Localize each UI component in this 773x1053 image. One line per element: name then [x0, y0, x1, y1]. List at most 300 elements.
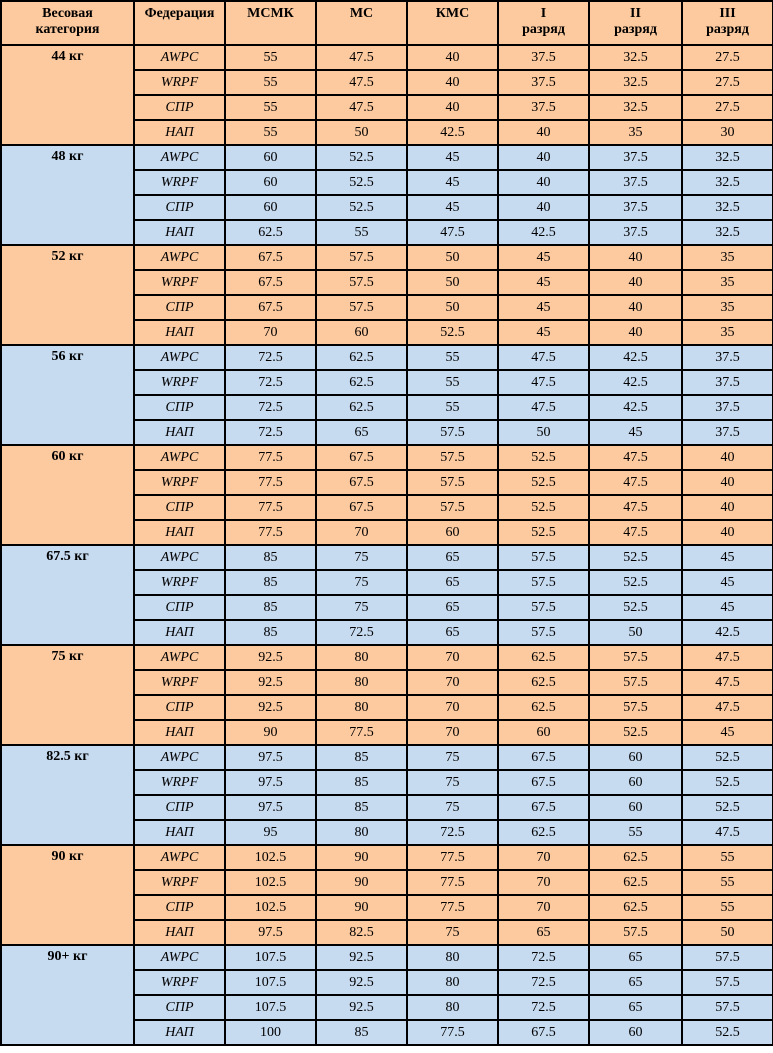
value-cell: 77.5	[407, 1020, 498, 1045]
value-cell: 80	[316, 645, 407, 670]
value-cell: 47.5	[682, 645, 773, 670]
value-cell: 65	[589, 970, 682, 995]
value-cell: 60	[589, 745, 682, 770]
value-cell: 55	[225, 95, 316, 120]
value-cell: 85	[225, 620, 316, 645]
value-cell: 67.5	[316, 445, 407, 470]
value-cell: 102.5	[225, 845, 316, 870]
value-cell: 30	[682, 120, 773, 145]
value-cell: 52.5	[316, 195, 407, 220]
value-cell: 40	[407, 95, 498, 120]
value-cell: 42.5	[407, 120, 498, 145]
value-cell: 57.5	[589, 645, 682, 670]
value-cell: 55	[682, 895, 773, 920]
table-row	[1, 645, 773, 670]
value-cell: 75	[316, 595, 407, 620]
value-cell: 72.5	[498, 995, 589, 1020]
value-cell: 67.5	[498, 795, 589, 820]
weight-category-cell: 90 кг	[1, 845, 134, 945]
value-cell: 57.5	[407, 420, 498, 445]
value-cell: 42.5	[498, 220, 589, 245]
value-cell: 85	[316, 770, 407, 795]
header-ms: МС	[316, 1, 407, 45]
table-row	[1, 145, 773, 170]
value-cell: 40	[589, 295, 682, 320]
value-cell: 52.5	[682, 795, 773, 820]
value-cell: 67.5	[225, 295, 316, 320]
value-cell: 47.5	[682, 820, 773, 845]
value-cell: 72.5	[407, 820, 498, 845]
federation-cell: WRPF	[134, 670, 225, 695]
federation-cell: WRPF	[134, 470, 225, 495]
value-cell: 40	[589, 270, 682, 295]
value-cell: 35	[682, 320, 773, 345]
value-cell: 80	[316, 695, 407, 720]
federation-cell: СПР	[134, 195, 225, 220]
table-row	[1, 945, 773, 970]
value-cell: 55	[682, 870, 773, 895]
value-cell: 52.5	[682, 745, 773, 770]
header-rank-2: II разряд	[589, 1, 682, 45]
weight-category-cell: 90+ кг	[1, 945, 134, 1045]
value-cell: 37.5	[682, 345, 773, 370]
value-cell: 52.5	[498, 445, 589, 470]
value-cell: 95	[225, 820, 316, 845]
value-cell: 37.5	[498, 45, 589, 70]
value-cell: 70	[498, 845, 589, 870]
value-cell: 72.5	[225, 345, 316, 370]
value-cell: 42.5	[589, 345, 682, 370]
value-cell: 57.5	[316, 270, 407, 295]
value-cell: 62.5	[498, 695, 589, 720]
header-rank-3: III разряд	[682, 1, 773, 45]
table-row	[1, 345, 773, 370]
value-cell: 37.5	[682, 420, 773, 445]
federation-cell: WRPF	[134, 170, 225, 195]
value-cell: 40	[498, 120, 589, 145]
value-cell: 50	[407, 270, 498, 295]
value-cell: 40	[682, 445, 773, 470]
weight-category-cell: 52 кг	[1, 245, 134, 345]
value-cell: 40	[407, 70, 498, 95]
value-cell: 60	[589, 770, 682, 795]
federation-cell: AWPC	[134, 845, 225, 870]
value-cell: 67.5	[316, 470, 407, 495]
value-cell: 47.5	[589, 470, 682, 495]
value-cell: 60	[225, 145, 316, 170]
federation-cell: СПР	[134, 295, 225, 320]
value-cell: 40	[589, 320, 682, 345]
value-cell: 65	[498, 920, 589, 945]
value-cell: 57.5	[498, 620, 589, 645]
value-cell: 40	[682, 470, 773, 495]
value-cell: 92.5	[316, 995, 407, 1020]
value-cell: 52.5	[682, 1020, 773, 1045]
federation-cell: WRPF	[134, 870, 225, 895]
value-cell: 72.5	[498, 970, 589, 995]
value-cell: 57.5	[589, 670, 682, 695]
value-cell: 52.5	[589, 595, 682, 620]
value-cell: 55	[407, 345, 498, 370]
value-cell: 85	[225, 545, 316, 570]
value-cell: 45	[407, 145, 498, 170]
federation-cell: СПР	[134, 495, 225, 520]
value-cell: 72.5	[225, 420, 316, 445]
value-cell: 85	[225, 595, 316, 620]
value-cell: 32.5	[682, 145, 773, 170]
value-cell: 70	[316, 520, 407, 545]
value-cell: 52.5	[407, 320, 498, 345]
value-cell: 52.5	[498, 495, 589, 520]
value-cell: 55	[589, 820, 682, 845]
value-cell: 62.5	[316, 395, 407, 420]
value-cell: 32.5	[589, 45, 682, 70]
federation-cell: НАП	[134, 1020, 225, 1045]
value-cell: 60	[225, 170, 316, 195]
value-cell: 40	[498, 195, 589, 220]
value-cell: 62.5	[316, 345, 407, 370]
value-cell: 70	[225, 320, 316, 345]
federation-cell: СПР	[134, 695, 225, 720]
value-cell: 77.5	[225, 520, 316, 545]
value-cell: 45	[589, 420, 682, 445]
value-cell: 75	[316, 570, 407, 595]
federation-cell: СПР	[134, 95, 225, 120]
value-cell: 90	[225, 720, 316, 745]
value-cell: 55	[225, 120, 316, 145]
value-cell: 70	[407, 695, 498, 720]
value-cell: 92.5	[225, 695, 316, 720]
value-cell: 37.5	[682, 370, 773, 395]
weight-category-cell: 82.5 кг	[1, 745, 134, 845]
value-cell: 47.5	[589, 520, 682, 545]
value-cell: 52.5	[498, 520, 589, 545]
value-cell: 65	[407, 570, 498, 595]
federation-cell: AWPC	[134, 45, 225, 70]
value-cell: 92.5	[316, 970, 407, 995]
value-cell: 57.5	[316, 245, 407, 270]
weight-category-cell: 60 кг	[1, 445, 134, 545]
federation-cell: НАП	[134, 720, 225, 745]
value-cell: 47.5	[498, 395, 589, 420]
value-cell: 57.5	[407, 495, 498, 520]
value-cell: 57.5	[498, 570, 589, 595]
value-cell: 75	[407, 920, 498, 945]
value-cell: 27.5	[682, 70, 773, 95]
value-cell: 47.5	[682, 670, 773, 695]
value-cell: 80	[407, 995, 498, 1020]
value-cell: 37.5	[589, 220, 682, 245]
value-cell: 62.5	[498, 670, 589, 695]
value-cell: 80	[316, 820, 407, 845]
value-cell: 45	[498, 245, 589, 270]
value-cell: 50	[498, 420, 589, 445]
value-cell: 77.5	[225, 470, 316, 495]
value-cell: 85	[225, 570, 316, 595]
federation-cell: НАП	[134, 920, 225, 945]
value-cell: 47.5	[589, 495, 682, 520]
federation-cell: WRPF	[134, 70, 225, 95]
header-federation: Федерация	[134, 1, 225, 45]
weight-category-cell: 44 кг	[1, 45, 134, 145]
federation-cell: НАП	[134, 320, 225, 345]
value-cell: 47.5	[316, 95, 407, 120]
value-cell: 70	[498, 870, 589, 895]
value-cell: 107.5	[225, 945, 316, 970]
weight-category-cell: 56 кг	[1, 345, 134, 445]
value-cell: 47.5	[498, 345, 589, 370]
value-cell: 45	[682, 545, 773, 570]
value-cell: 27.5	[682, 95, 773, 120]
value-cell: 37.5	[498, 70, 589, 95]
value-cell: 37.5	[589, 195, 682, 220]
federation-cell: AWPC	[134, 145, 225, 170]
value-cell: 57.5	[407, 470, 498, 495]
value-cell: 35	[589, 120, 682, 145]
value-cell: 35	[682, 245, 773, 270]
table-row	[1, 245, 773, 270]
value-cell: 70	[407, 720, 498, 745]
weight-category-cell: 67.5 кг	[1, 545, 134, 645]
federation-cell: AWPC	[134, 345, 225, 370]
federation-cell: СПР	[134, 595, 225, 620]
value-cell: 97.5	[225, 920, 316, 945]
value-cell: 45	[407, 170, 498, 195]
value-cell: 85	[316, 745, 407, 770]
federation-cell: СПР	[134, 395, 225, 420]
value-cell: 55	[407, 395, 498, 420]
value-cell: 55	[225, 70, 316, 95]
value-cell: 80	[407, 945, 498, 970]
value-cell: 90	[316, 895, 407, 920]
value-cell: 52.5	[316, 145, 407, 170]
value-cell: 57.5	[498, 545, 589, 570]
value-cell: 77.5	[316, 720, 407, 745]
value-cell: 52.5	[589, 570, 682, 595]
value-cell: 45	[682, 720, 773, 745]
value-cell: 62.5	[498, 645, 589, 670]
federation-cell: AWPC	[134, 745, 225, 770]
value-cell: 70	[407, 645, 498, 670]
value-cell: 40	[682, 520, 773, 545]
value-cell: 67.5	[498, 1020, 589, 1045]
value-cell: 50	[407, 245, 498, 270]
value-cell: 47.5	[316, 45, 407, 70]
weight-category-cell: 75 кг	[1, 645, 134, 745]
value-cell: 52.5	[589, 720, 682, 745]
value-cell: 77.5	[225, 445, 316, 470]
value-cell: 77.5	[225, 495, 316, 520]
value-cell: 32.5	[682, 170, 773, 195]
value-cell: 40	[407, 45, 498, 70]
value-cell: 62.5	[316, 370, 407, 395]
value-cell: 55	[225, 45, 316, 70]
value-cell: 52.5	[498, 470, 589, 495]
value-cell: 90	[316, 870, 407, 895]
value-cell: 80	[407, 970, 498, 995]
federation-cell: НАП	[134, 520, 225, 545]
header-rank-1: I разряд	[498, 1, 589, 45]
table-row	[1, 45, 773, 70]
value-cell: 57.5	[682, 995, 773, 1020]
value-cell: 75	[316, 545, 407, 570]
value-cell: 32.5	[682, 220, 773, 245]
value-cell: 32.5	[589, 95, 682, 120]
value-cell: 37.5	[589, 170, 682, 195]
value-cell: 47.5	[589, 445, 682, 470]
value-cell: 50	[407, 295, 498, 320]
value-cell: 52.5	[682, 770, 773, 795]
value-cell: 77.5	[407, 845, 498, 870]
federation-cell: WRPF	[134, 370, 225, 395]
value-cell: 60	[316, 320, 407, 345]
value-cell: 50	[682, 920, 773, 945]
table-row	[1, 445, 773, 470]
value-cell: 37.5	[498, 95, 589, 120]
value-cell: 42.5	[682, 620, 773, 645]
value-cell: 60	[498, 720, 589, 745]
value-cell: 60	[589, 795, 682, 820]
value-cell: 67.5	[316, 495, 407, 520]
federation-cell: WRPF	[134, 970, 225, 995]
value-cell: 97.5	[225, 795, 316, 820]
value-cell: 45	[498, 270, 589, 295]
value-cell: 62.5	[225, 220, 316, 245]
federation-cell: WRPF	[134, 570, 225, 595]
value-cell: 72.5	[225, 370, 316, 395]
value-cell: 65	[407, 620, 498, 645]
value-cell: 57.5	[316, 295, 407, 320]
value-cell: 35	[682, 270, 773, 295]
federation-cell: AWPC	[134, 445, 225, 470]
value-cell: 102.5	[225, 895, 316, 920]
value-cell: 45	[682, 570, 773, 595]
value-cell: 77.5	[407, 870, 498, 895]
value-cell: 52.5	[589, 545, 682, 570]
value-cell: 32.5	[682, 195, 773, 220]
value-cell: 47.5	[407, 220, 498, 245]
value-cell: 50	[589, 620, 682, 645]
value-cell: 45	[498, 320, 589, 345]
value-cell: 55	[407, 370, 498, 395]
value-cell: 37.5	[589, 145, 682, 170]
value-cell: 102.5	[225, 870, 316, 895]
value-cell: 62.5	[498, 820, 589, 845]
value-cell: 47.5	[498, 370, 589, 395]
value-cell: 55	[316, 220, 407, 245]
value-cell: 65	[589, 995, 682, 1020]
value-cell: 72.5	[316, 620, 407, 645]
header-kms: КМС	[407, 1, 498, 45]
value-cell: 57.5	[682, 970, 773, 995]
value-cell: 92.5	[225, 670, 316, 695]
table-body	[1, 45, 773, 1045]
value-cell: 47.5	[316, 70, 407, 95]
weight-category-cell: 48 кг	[1, 145, 134, 245]
value-cell: 65	[407, 595, 498, 620]
federation-cell: AWPC	[134, 645, 225, 670]
value-cell: 57.5	[407, 445, 498, 470]
federation-cell: НАП	[134, 420, 225, 445]
federation-cell: AWPC	[134, 545, 225, 570]
value-cell: 40	[498, 145, 589, 170]
value-cell: 35	[682, 295, 773, 320]
value-cell: 82.5	[316, 920, 407, 945]
value-cell: 62.5	[589, 845, 682, 870]
value-cell: 92.5	[225, 645, 316, 670]
value-cell: 67.5	[225, 270, 316, 295]
federation-cell: НАП	[134, 120, 225, 145]
federation-cell: СПР	[134, 795, 225, 820]
value-cell: 32.5	[589, 70, 682, 95]
value-cell: 90	[316, 845, 407, 870]
value-cell: 70	[498, 895, 589, 920]
federation-cell: СПР	[134, 995, 225, 1020]
value-cell: 75	[407, 745, 498, 770]
value-cell: 62.5	[589, 870, 682, 895]
value-cell: 67.5	[498, 745, 589, 770]
value-cell: 40	[682, 495, 773, 520]
value-cell: 97.5	[225, 745, 316, 770]
value-cell: 55	[682, 845, 773, 870]
value-cell: 75	[407, 795, 498, 820]
value-cell: 100	[225, 1020, 316, 1045]
value-cell: 65	[316, 420, 407, 445]
value-cell: 27.5	[682, 45, 773, 70]
value-cell: 80	[316, 670, 407, 695]
value-cell: 45	[407, 195, 498, 220]
value-cell: 40	[498, 170, 589, 195]
value-cell: 67.5	[498, 770, 589, 795]
value-cell: 70	[407, 670, 498, 695]
federation-cell: НАП	[134, 820, 225, 845]
header-weight-category: Весовая категория	[1, 1, 134, 45]
value-cell: 65	[589, 945, 682, 970]
value-cell: 40	[589, 245, 682, 270]
table-row	[1, 745, 773, 770]
value-cell: 60	[407, 520, 498, 545]
value-cell: 77.5	[407, 895, 498, 920]
value-cell: 72.5	[498, 945, 589, 970]
value-cell: 52.5	[316, 170, 407, 195]
value-cell: 45	[498, 295, 589, 320]
table-row	[1, 545, 773, 570]
federation-cell: WRPF	[134, 770, 225, 795]
value-cell: 85	[316, 795, 407, 820]
value-cell: 47.5	[682, 695, 773, 720]
value-cell: 75	[407, 770, 498, 795]
federation-cell: НАП	[134, 620, 225, 645]
federation-cell: AWPC	[134, 945, 225, 970]
value-cell: 50	[316, 120, 407, 145]
federation-cell: WRPF	[134, 270, 225, 295]
value-cell: 97.5	[225, 770, 316, 795]
federation-cell: AWPC	[134, 245, 225, 270]
value-cell: 37.5	[682, 395, 773, 420]
value-cell: 85	[316, 1020, 407, 1045]
federation-cell: НАП	[134, 220, 225, 245]
value-cell: 57.5	[682, 945, 773, 970]
federation-cell: СПР	[134, 895, 225, 920]
value-cell: 67.5	[225, 245, 316, 270]
value-cell: 107.5	[225, 970, 316, 995]
value-cell: 57.5	[498, 595, 589, 620]
value-cell: 45	[682, 595, 773, 620]
header-row	[1, 1, 773, 45]
value-cell: 60	[589, 1020, 682, 1045]
value-cell: 42.5	[589, 395, 682, 420]
value-cell: 107.5	[225, 995, 316, 1020]
